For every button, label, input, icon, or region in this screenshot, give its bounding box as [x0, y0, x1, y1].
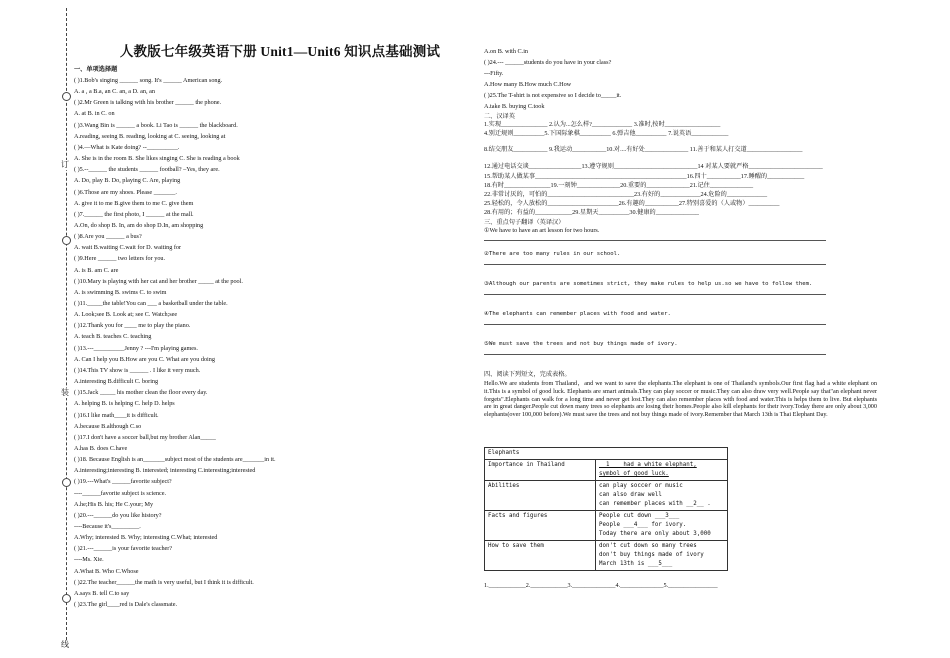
question-line: ( )5.--______ the students ______ football? –Yes, they are. [74, 166, 220, 174]
question-line: ( )23.The girl____red is Dale's classmate. [74, 601, 178, 609]
vocab-line: 4.别迁规则__________5.下国际象棋__________ 6.弹吉他__________ 7.说英语____________ [484, 130, 729, 137]
question-line: ( )1.Bob's singing ______ song. It's ______ American song. [74, 77, 223, 84]
question-line: A. is swimming B. swims C. to swim [74, 288, 167, 296]
question-line: ----Ms. Xie. [74, 556, 104, 564]
question-line: A. Look;see B. Look at; see C. Watch;see [74, 311, 178, 319]
answer-blanks: 1.____________2.____________3.______________4.______________5.________________ [484, 582, 718, 589]
table-value-line: don't buy things made of ivory [599, 551, 704, 558]
question-line: ( )2.Mr Green is talking with his brother ______ the phone. [74, 99, 222, 107]
table-row [485, 480, 728, 510]
question-line: ( )16.I like math____it is difficult. [74, 411, 159, 419]
section-heading-multiple-choice: 一、单项选择题 [74, 66, 118, 73]
question-line: ( )7.______ the first photo, I ______ at the mall. [74, 210, 194, 218]
question-line: A.take B. buying C.took [484, 103, 545, 110]
section-heading-vocabulary: 二、汉译英 [484, 113, 515, 120]
reading-passage: Hello.We are students from Thailand，and we want to save the elephants.The elephant is one of Thailand's symbols.Our first flag had a white elephant on it.This is a symbol of good luck. Elephants are smart animals.They can play soccer or music.They can also draw very well.People say that"an elephant never forgets".Elephants can walk for a long time and never get lost.They can also remember places with food and water.This is helps them to live. But elephants are in great danger.People cut down many trees so elephants are losing their homes.People also kill elephants for their ivory.Today there are only about 3,000 elephants(over 100,000 before).We must save the trees and not buy things made of ivory.Remember that March 13th is Thai Elephant Day. [484, 380, 877, 418]
question-line: A. She is in the room B. She likes singing C. She is reading a book [74, 155, 240, 163]
translation-sentence: ①We have to have an art lesson for two hours. [484, 227, 600, 234]
question-line: A. is B. am C. are [74, 266, 119, 274]
table-key: Abilities [485, 480, 596, 510]
table-value-line: don't cut down so many trees [599, 542, 697, 549]
question-line: ( )15.Jack _____ his mother clean the floor every day. [74, 389, 208, 397]
table-value-line: People ___4___ for ivory. [599, 521, 687, 528]
question-line: ( )8.Are you ______ a bus? [74, 233, 142, 241]
question-line: ----______favorite subject is science. [74, 489, 167, 497]
section-heading-reading: 四、阅读下列短文，完成表格。 [484, 371, 571, 378]
vocab-line: 12.通过电话交谈_________________13.遵守规则___________________________14 对某人要就严格________________________ [484, 163, 823, 170]
binding-char: 线 [58, 640, 72, 650]
question-line: ( )25.The T-shirt is not expensive so I decide to_____it. [484, 92, 622, 99]
question-line: A.interesting;interesting B. interested; interesting C.interesting;interested [74, 467, 256, 475]
answer-rule [484, 264, 826, 265]
question-line: ( )3.Wang Bin is ______ a book. Li Tao is ______ the blackboard. [74, 121, 238, 129]
table-value [596, 510, 728, 540]
question-line: ( )20.---______do you like history? [74, 511, 162, 519]
binding-margin [0, 0, 80, 658]
question-line: ( )9.Here ______ two letters for you. [74, 255, 166, 263]
question-line: A.says B. tell C.to say [74, 589, 130, 597]
translation-sentence: ②There are too many rules in our school. [484, 251, 621, 257]
question-line: A. teach B. teaches C. teaching [74, 333, 152, 341]
table-row [485, 510, 728, 540]
table-value-line: __1___ had a white elephant, [599, 461, 697, 468]
vocab-line: 28.有用的；有益的____________29.星期天__________30.健康的______________ [484, 209, 700, 216]
question-line: ( )21.---______is your favorite teacher? [74, 545, 173, 553]
question-line: ( )17.I don't have a soccer ball,but my brother Alan_____ [74, 433, 216, 441]
binding-hole-icon [62, 594, 71, 603]
question-line: ( )13.---__________Jenny ? ---I'm playing games. [74, 344, 198, 352]
page-title: 人教版七年级英语下册 Unit1—Unit6 知识点基础测试 [119, 44, 441, 59]
question-line: A. wait B.waiting C.wait for D. waiting for [74, 244, 182, 252]
question-line: ( )6.Those are my shoes. Please _______. [74, 188, 177, 196]
question-line: A.because B.although C.so [74, 422, 142, 430]
question-line: ( )4.—What is Kate doing? --__________. [74, 143, 180, 151]
question-line: ( )14.This TV show is ______ . I like it very much. [74, 366, 201, 374]
vocab-line: 1.实现_______________ 2.认为...怎么样?_____________ 3.准时,按时__________________ [484, 121, 721, 128]
table-value [596, 540, 728, 570]
vocab-line: 18.有时_______________19.一刻钟______________20.重要的______________21.记住______________ [484, 182, 754, 189]
question-line: A. helping B. is helping C. help D. helps [74, 400, 175, 408]
table-value [596, 480, 728, 510]
binding-hole-icon [62, 92, 71, 101]
table-key: Facts and figures [485, 510, 596, 540]
table-value-line: can remember places with __2__ . [599, 500, 711, 507]
question-line: ( )12.Thank you for ____ me to play the piano. [74, 322, 191, 330]
table-value-line: March 13th is ___5___ [599, 560, 673, 567]
question-line: A.on B. with C.in [484, 48, 529, 55]
question-line: A.How many B.How much C.How [484, 81, 572, 88]
vocab-line: 22.非常讨厌的，可怕的____________________________23.有好的_____________24.危险的_____________ [484, 191, 768, 198]
question-line: ( )24.--- ______students do you have in your class? [484, 59, 612, 66]
table-value-line: can play soccer or music [599, 482, 683, 489]
answer-rule [484, 354, 826, 355]
binding-char: 装 [58, 388, 72, 398]
answer-rule [484, 294, 826, 295]
table-row [485, 459, 728, 480]
table-row [485, 540, 728, 570]
binding-dashed-line [66, 8, 67, 650]
question-line: ( )10.Mary is playing with her cat and her brother _____ at the pool. [74, 277, 243, 285]
table-key: Importance in Thailand [485, 459, 596, 480]
table-value-line: can also draw well [599, 491, 662, 498]
binding-hole-icon [62, 236, 71, 245]
elephant-table [484, 447, 728, 571]
question-line: A. at B. in C. on [74, 110, 115, 118]
binding-hole-icon [62, 478, 71, 487]
translation-sentence: ③Although our parents are sometimes strict, they make rules to help us.so we have to follow them. [484, 281, 813, 287]
table-value-line: People cut down ___3___ [599, 512, 680, 519]
question-line: A.he;His B. his; He C.your; My [74, 500, 154, 508]
question-line: A.Why; interested B. Why; interesting C.What; interested [74, 534, 218, 542]
table-value-line: symbol of good luck. [599, 470, 669, 477]
answer-rule [484, 324, 826, 325]
translation-sentence: ⑤We must save the trees and not buy things made of ivory. [484, 341, 678, 347]
question-line: A. a , a B.a, an C. an, a D. an, an [74, 88, 155, 96]
question-line: ----Because it's_________. [74, 523, 141, 530]
question-line: ( )19.---What's ______favorite subject? [74, 478, 172, 486]
question-line: A.reading, seeing B. reading, looking at C. seeing, looking at [74, 132, 226, 140]
question-line: A. Can I help you B.How are you C. What are you doing [74, 355, 215, 363]
question-line: ( )22.The teacher______the math is very useful, but I think it is difficult. [74, 578, 254, 586]
section-heading-translation: 三、重点句子翻译（英译汉） [484, 219, 565, 226]
question-line: ---Fifty. [484, 70, 504, 77]
question-line: ( )18. Because English is an_______subject most of the students are_______in it. [74, 456, 276, 464]
answer-rule [484, 240, 826, 241]
question-line: A. Do, play B. Do, playing C. Are, playing [74, 177, 181, 185]
vocab-line: 25.轻松的，令人放松的_______________________26.有趣的___________27.特别喜爱的（人或物）__________ [484, 200, 780, 207]
table-key: How to save them [485, 540, 596, 570]
binding-char: 订 [58, 160, 72, 170]
table-value-line: Today there are only about 3,000 [599, 530, 711, 537]
table-header: Elephants [485, 448, 728, 460]
question-line: A.On, do shop B. In, am do shop D.In, am shopping [74, 221, 204, 229]
question-line: A.What B. Who C.Whose [74, 567, 139, 575]
translation-sentence: ④The elephants can remember places with food and water. [484, 311, 671, 317]
question-line: A.interesting B.difficult C. boring [74, 378, 159, 386]
question-line: A.has B. does C.have [74, 444, 128, 452]
question-line: ( )11._____the table!You can ___ a basketball under the table. [74, 300, 228, 307]
table-value [596, 459, 728, 480]
vocab-line: 15.帮助某人做某事_________________________________________________16.四十___________17.睡醒的____________ [484, 173, 805, 180]
vocab-line: 8.结交朋友___________ 9.我运动___________10.对....有好处______________ 11.善于和某人打交道__________________ [484, 146, 803, 153]
question-line: A. give it to me B.give them to me C. give them [74, 199, 194, 207]
